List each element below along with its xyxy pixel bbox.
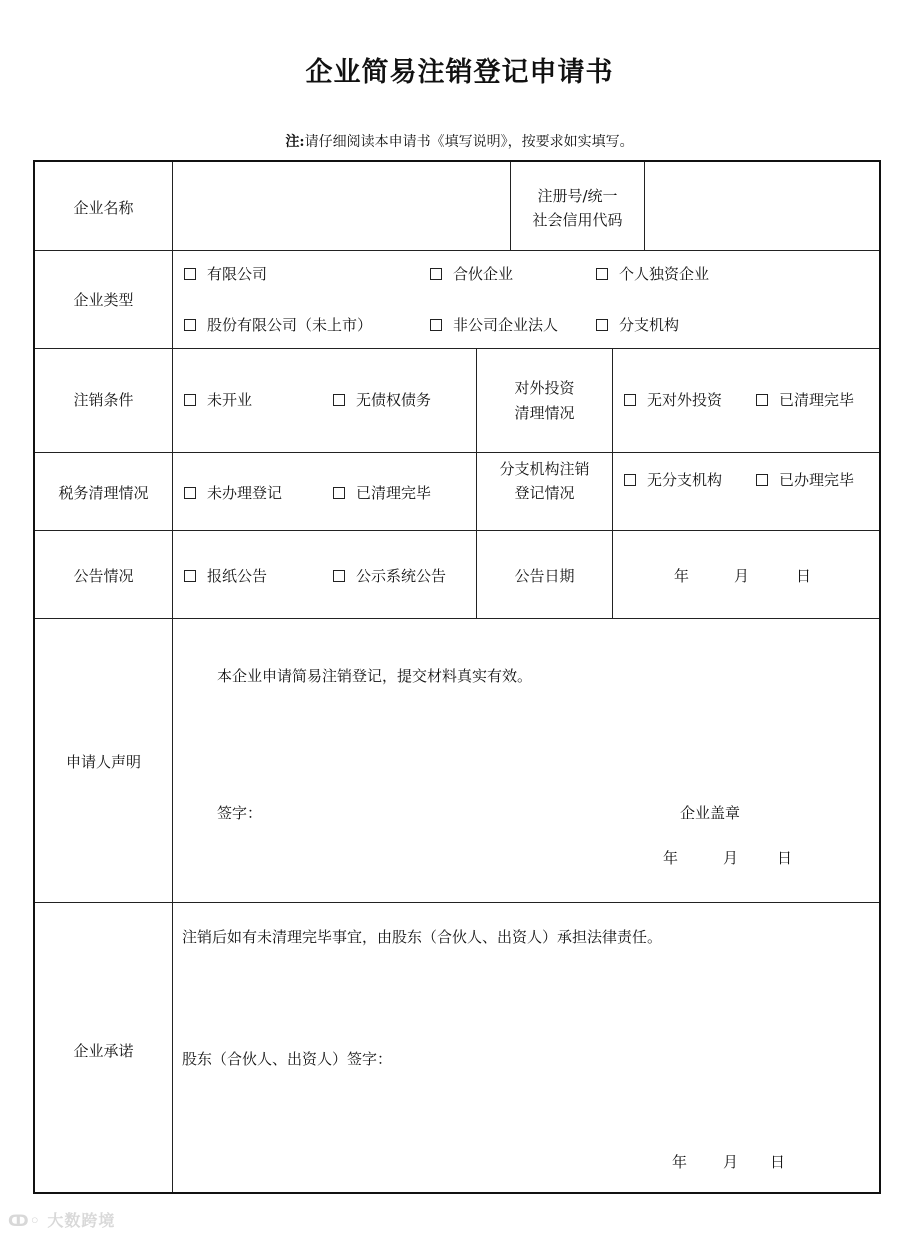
row-divider (35, 348, 879, 349)
commitment-statement: 注销后如有未清理完毕事宜，由股东（合伙人、出资人）承担法律责任。 (182, 928, 663, 946)
column-divider (612, 348, 613, 618)
checkbox-icon[interactable] (596, 319, 608, 331)
type-option-branch[interactable]: 分支机构 (596, 315, 679, 335)
notice-option-public-system[interactable]: 公示系统公告 (333, 566, 446, 586)
branch-option-none[interactable]: 无分支机构 (624, 470, 722, 490)
tax-option-cleared[interactable]: 已清理完毕 (333, 483, 431, 503)
declaration-sign-label: 签字： (217, 804, 263, 822)
type-option-partnership[interactable]: 合伙企业 (430, 264, 513, 284)
branch-label-line2: 登记情况 (514, 484, 575, 502)
condition-option-no-debts[interactable]: 无债权债务 (333, 390, 431, 410)
invest-option-none[interactable]: 无对外投资 (624, 390, 722, 410)
checkbox-icon[interactable] (624, 474, 636, 486)
commitment-year[interactable]: 年 (672, 1153, 688, 1171)
type-option-non-company-legal-person[interactable]: 非公司企业法人 (430, 315, 558, 335)
watermark-logo: ↀ◦ 大数跨境 (8, 1211, 116, 1230)
commitment-day[interactable]: 日 (770, 1153, 786, 1171)
investment-label-line1: 对外投资 (514, 379, 575, 397)
condition-label: 注销条件 (73, 391, 134, 409)
checkbox-icon[interactable] (756, 474, 768, 486)
condition-option-not-opened[interactable]: 未开业 (184, 390, 252, 410)
row-divider (35, 618, 879, 619)
branch-label-line1: 分支机构注销 (499, 460, 590, 478)
commitment-label: 企业承诺 (73, 1042, 134, 1060)
reg-code-label-line1: 注册号/统一 (537, 187, 618, 205)
company-type-label: 企业类型 (73, 291, 134, 309)
commitment-month[interactable]: 月 (723, 1153, 739, 1171)
row-divider (35, 452, 879, 453)
label-column-divider (172, 162, 173, 1192)
notice-date-label: 公告日期 (514, 567, 575, 585)
investment-label-line2: 清理情况 (514, 404, 575, 422)
declaration-day[interactable]: 日 (777, 849, 793, 867)
note-prefix: 注: (285, 134, 305, 150)
column-divider (510, 162, 511, 250)
declaration-seal-label: 企业盖章 (680, 804, 741, 822)
row-divider (35, 902, 879, 903)
checkbox-icon[interactable] (756, 394, 768, 406)
notice-option-newspaper[interactable]: 报纸公告 (184, 566, 267, 586)
checkbox-icon[interactable] (430, 268, 442, 280)
notice-label: 公告情况 (73, 567, 134, 585)
row-divider (35, 530, 879, 531)
application-form-table (33, 160, 881, 1194)
checkbox-icon[interactable] (184, 394, 196, 406)
notice-date-year[interactable]: 年 (674, 567, 690, 585)
commitment-signature-field[interactable] (420, 1042, 720, 1072)
reg-code-field[interactable] (645, 162, 879, 250)
checkbox-icon[interactable] (184, 570, 196, 582)
checkbox-icon[interactable] (333, 394, 345, 406)
checkbox-icon[interactable] (624, 394, 636, 406)
reg-code-label-line2: 社会信用代码 (532, 211, 623, 229)
tax-label: 税务清理情况 (58, 484, 149, 502)
tax-option-not-registered[interactable]: 未办理登记 (184, 483, 282, 503)
checkbox-icon[interactable] (333, 487, 345, 499)
checkbox-icon[interactable] (596, 268, 608, 280)
invest-option-cleared[interactable]: 已清理完毕 (756, 390, 854, 410)
notice-date-month[interactable]: 月 (734, 567, 750, 585)
form-note (0, 131, 919, 151)
declaration-signature-field[interactable] (275, 797, 575, 827)
type-option-joint-stock[interactable]: 股份有限公司（未上市） (184, 315, 372, 335)
checkbox-icon[interactable] (184, 487, 196, 499)
company-name-label: 企业名称 (73, 199, 134, 217)
branch-option-completed[interactable]: 已办理完毕 (756, 470, 854, 490)
form-title: 企业简易注销登记申请书 (305, 57, 614, 88)
declaration-statement: 本企业申请简易注销登记，提交材料真实有效。 (217, 667, 533, 685)
notice-date-day[interactable]: 日 (796, 567, 812, 585)
note-text: 请仔细阅读本申请书《填写说明》，按要求如实填写。 (304, 134, 634, 150)
checkbox-icon[interactable] (184, 268, 196, 280)
row-divider (35, 250, 879, 251)
checkbox-icon[interactable] (430, 319, 442, 331)
declaration-year[interactable]: 年 (663, 849, 679, 867)
company-name-field[interactable] (173, 162, 510, 250)
declaration-label: 申请人声明 (65, 753, 141, 771)
declaration-month[interactable]: 月 (723, 849, 739, 867)
checkbox-icon[interactable] (184, 319, 196, 331)
commitment-sign-label: 股东（合伙人、出资人）签字： (182, 1050, 393, 1068)
watermark-icon: ↀ◦ (8, 1211, 48, 1230)
type-option-sole-proprietorship[interactable]: 个人独资企业 (596, 264, 709, 284)
type-option-limited[interactable]: 有限公司 (184, 264, 267, 284)
checkbox-icon[interactable] (333, 570, 345, 582)
